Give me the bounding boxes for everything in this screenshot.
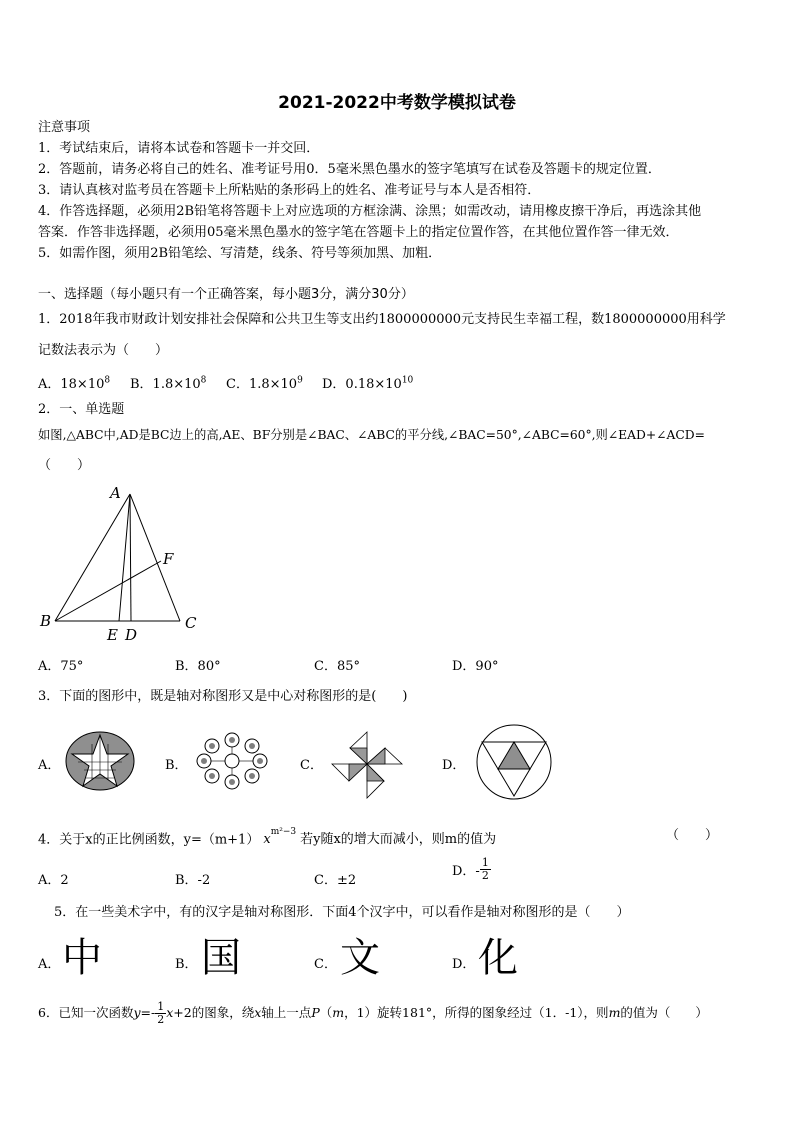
q1-stem-cont: 记数法表示为（ ）: [38, 343, 169, 358]
q1-stem: 1．2018年我市财政计划安排社会保障和公共卫生等支出约1800000000元支持民生幸福工程，数1800000000用科学: [38, 312, 726, 327]
label-d: D: [125, 626, 138, 644]
q3-option-b: B．: [165, 758, 188, 773]
q2-option-d: D．90°: [452, 659, 499, 674]
label-b: B: [40, 612, 52, 630]
q2-option-b: B．80°: [175, 659, 221, 674]
star-in-ellipse-icon: [64, 730, 138, 792]
label-e: E: [107, 626, 118, 644]
q1-option-c: C．$1.8\times 10^9$: [226, 375, 303, 392]
q1-option-a: A．$18\times 10^8$: [38, 375, 111, 392]
q5-char-d: 化: [478, 935, 518, 981]
q4-option-a: A．2: [38, 873, 69, 888]
q5-option-c: C．: [314, 957, 337, 972]
q4-stem: 4．关于x的正比例函数，y=（m+1） $x^{m^2-3}$若y随x的增大而减小，则m的值为: [38, 827, 497, 848]
notice-item: 1．考试结束后，请将本试卷和答题卡一并交回．: [38, 141, 320, 156]
notice-item: 答案．作答非选择题，必须用05毫米黑色墨水的签字笔在答题卡上的指定位置作答，在其他位置作答一律无效．: [38, 225, 679, 240]
pinwheel-icon: [322, 726, 412, 806]
q4-option-c: C．±2: [314, 873, 357, 888]
notice-item: 3．请认真核对监考员在答题卡上所粘贴的条形码上的姓名、准考证号与本人是否相符．: [38, 183, 541, 198]
page-title: 2021-2022中考数学模拟试卷: [278, 93, 516, 113]
q3-option-c: C．: [300, 758, 323, 773]
q2-stem-cont: （ ）: [38, 458, 91, 473]
q4-option-b: B．-2: [175, 873, 211, 888]
q6-stem: 6．已知一次函数y=- $\frac{1}{2}$ x+2的图象，绕x轴上一点P（m，1）旋转181°，所得的图象经过（1．-1），则m的值为（ ）: [38, 1000, 708, 1026]
q5-option-a: A．: [38, 957, 61, 972]
q5-option-b: B．: [175, 957, 198, 972]
q5-char-c: 文: [340, 935, 380, 981]
label-f: F: [163, 550, 174, 568]
notice-item: 2．答题前，请务必将自己的姓名、准考证号用0．5毫米黑色墨水的签字笔填写在试卷及答题卡的规定位置．: [38, 162, 661, 177]
q2-stem: 如图,△ABC中,AD是BC边上的高,AE、BF分别是∠BAC、∠ABC的平分线,∠BAC=50°,∠ABC=60°,则∠EAD+∠ACD=: [38, 428, 705, 442]
notice-heading: 注意事项: [38, 120, 91, 135]
q3-stem: 3．下面的图形中，既是轴对称图形又是中心对称图形的是( ): [38, 689, 408, 704]
q5-char-b: 国: [201, 935, 241, 981]
q5-char-a: 中: [62, 935, 102, 981]
q5-stem: 5．在一些美术字中，有的汉字是轴对称图形．下面4个汉字中，可以看作是轴对称图形的是（ ）: [54, 905, 630, 920]
triangle-in-circle-icon: [474, 722, 554, 802]
label-a: A: [110, 484, 121, 502]
q1-option-b: B．$1.8\times 10^8$: [130, 375, 207, 392]
section-heading: 一、选择题（每小题只有一个正确答案，每小题3分，满分30分）: [38, 287, 414, 302]
q2-option-a: A．75°: [38, 659, 84, 674]
q5-option-d: D．: [452, 957, 476, 972]
circle-pattern-icon: [196, 732, 268, 790]
q3-option-a: A．: [38, 758, 61, 773]
q1-option-d: D．$0.18\times 10^{10}$: [322, 375, 414, 392]
q4-answer-paren: （ ）: [666, 828, 719, 843]
notice-item: 4．作答选择题，必须用2B铅笔将答题卡上对应选项的方框涂满、涂黑；如需改动，请用橡皮擦干净后，再选涂其他: [38, 204, 702, 219]
q4-option-d: D．- $\frac{1}{2}$: [452, 856, 489, 882]
q2-option-c: C．85°: [314, 659, 360, 674]
q3-option-d: D．: [442, 758, 466, 773]
notice-item: 5．如需作图，须用2B铅笔绘、写清楚，线条、符号等须加黑、加粗．: [38, 246, 442, 261]
q2-head: 2．一、单选题: [38, 402, 125, 417]
triangle-figure: [30, 480, 210, 650]
label-c: C: [185, 614, 197, 632]
